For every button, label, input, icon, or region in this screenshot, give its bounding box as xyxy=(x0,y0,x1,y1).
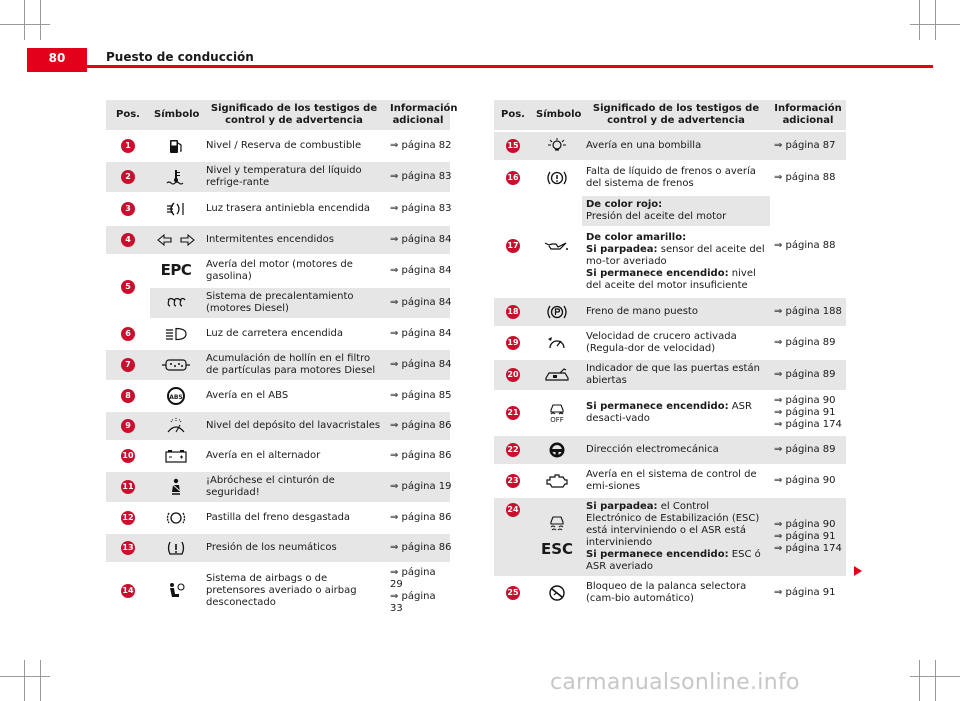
table-row xyxy=(106,225,450,255)
meaning-text: Freno de mano puesto xyxy=(582,297,770,327)
info-link[interactable]: ⇒ página 86 xyxy=(386,411,450,441)
info-link[interactable]: ⇒ página 86 xyxy=(386,441,450,471)
table-row xyxy=(494,497,846,577)
info-link[interactable]: ⇒ página 91 xyxy=(770,577,846,609)
meaning-text: Luz trasera antiniebla encendida xyxy=(202,193,386,225)
meaning-text: sensor del aceite del mo-tor averiado xyxy=(586,244,765,267)
asr-off-icon xyxy=(548,402,566,416)
column-header-symbol: Símbolo xyxy=(532,100,582,131)
cruise-control-icon xyxy=(546,335,568,351)
info-link[interactable]: ⇒ página 84 xyxy=(386,225,450,255)
position-badge: 4 xyxy=(121,233,135,247)
info-link[interactable]: ⇒ página 188 xyxy=(770,297,846,327)
coolant-temperature-icon xyxy=(166,169,186,185)
bulb-icon xyxy=(546,138,568,154)
meaning-text: Avería en el alternador xyxy=(202,441,386,471)
info-link[interactable]: ⇒ página 86 xyxy=(386,503,450,533)
info-link[interactable]: ⇒ página 89 xyxy=(770,327,846,359)
column-header-info: Información adicional xyxy=(770,100,846,131)
turn-signals-icon xyxy=(156,233,196,247)
meaning-text: Avería del motor (motores de gasolina) xyxy=(202,255,386,287)
info-link[interactable]: ⇒ página 84 xyxy=(386,319,450,349)
position-badge: 13 xyxy=(121,541,135,555)
position-badge: 14 xyxy=(121,584,135,598)
info-link[interactable]: ⇒ página 90 ⇒ página 91 ⇒ página 174 xyxy=(770,391,846,435)
table-row xyxy=(106,503,450,533)
meaning-text: ASR desacti-vado xyxy=(586,401,752,424)
column-header-pos: Pos. xyxy=(106,100,150,131)
info-link[interactable]: ⇒ página 19 xyxy=(386,471,450,503)
position-badge: 6 xyxy=(121,327,135,341)
info-link[interactable]: ⇒ página 90 ⇒ página 91 ⇒ página 174 xyxy=(770,497,846,577)
fuel-pump-icon xyxy=(169,138,183,154)
column-header-symbol: Símbolo xyxy=(150,100,202,131)
parking-brake-icon xyxy=(546,304,568,320)
table-row xyxy=(106,255,450,287)
meaning-text: Falta de líquido de frenos o avería del sistema de frenos xyxy=(582,161,770,195)
table-row xyxy=(494,359,846,391)
seatbelt-icon xyxy=(168,478,184,496)
position-badge: 8 xyxy=(121,389,135,403)
table-row xyxy=(106,193,450,225)
crop-mark xyxy=(40,660,41,701)
table-row xyxy=(494,435,846,465)
crop-mark xyxy=(935,0,936,40)
table-row xyxy=(106,563,450,619)
oil-pressure-icon xyxy=(544,240,570,252)
emission-control-icon xyxy=(545,473,569,489)
crop-mark xyxy=(0,24,50,25)
info-link[interactable]: ⇒ página 86 xyxy=(386,533,450,563)
column-header-meaning: Significado de los testigos de control y de advertencia xyxy=(582,100,770,131)
position-badge: 18 xyxy=(506,305,520,319)
crop-mark xyxy=(0,676,50,677)
airbag-icon xyxy=(166,582,186,600)
yellow-condition-label: De color amarillo: xyxy=(586,232,687,243)
column-header-info: Información adicional xyxy=(386,100,450,131)
watermark: carmanualsonline.info xyxy=(550,670,800,695)
meaning-text: Intermitentes encendidos xyxy=(202,225,386,255)
table-row xyxy=(494,391,846,435)
page-number: 80 xyxy=(48,51,66,65)
meaning-text: Avería en una bombilla xyxy=(582,131,770,161)
section-title: Puesto de conducción xyxy=(106,50,254,64)
table-row xyxy=(494,161,846,195)
particulate-filter-icon xyxy=(161,358,191,372)
battery-icon xyxy=(165,449,187,463)
table-row xyxy=(106,533,450,563)
position-badge: 10 xyxy=(121,449,135,463)
table-header-row xyxy=(106,100,450,131)
meaning-text: Acumulación de hollín en el filtro de partículas para motores Diesel xyxy=(202,349,386,381)
info-link[interactable]: ⇒ página 82 xyxy=(386,131,450,161)
meaning-text: Presión de los neumáticos xyxy=(202,533,386,563)
position-badge: 12 xyxy=(121,511,135,525)
position-badge: 24 xyxy=(506,503,520,517)
rear-fog-light-icon xyxy=(166,201,186,217)
table-row xyxy=(494,327,846,359)
position-badge: 1 xyxy=(121,139,135,153)
position-badge: 11 xyxy=(121,480,135,494)
table-row xyxy=(106,131,450,161)
position-badge: 2 xyxy=(121,170,135,184)
meaning-text: nivel del aceite del motor insuficiente xyxy=(586,268,756,291)
esc-icon xyxy=(548,515,566,531)
column-header-pos: Pos. xyxy=(494,100,532,131)
table-header-row xyxy=(494,100,846,131)
meaning-text: Bloqueo de la palanca selectora (cam-bio automático) xyxy=(582,577,770,609)
position-badge: 23 xyxy=(506,474,520,488)
meaning-text: Dirección electromecánica xyxy=(582,435,770,465)
position-badge: 20 xyxy=(506,368,520,382)
meaning-text: Pastilla del freno desgastada xyxy=(202,503,386,533)
table-row xyxy=(494,577,846,609)
info-link[interactable]: ⇒ página 87 xyxy=(770,131,846,161)
warning-lights-table-right xyxy=(494,100,846,610)
warning-lights-table-left xyxy=(106,100,458,620)
red-condition-label: De color rojo: xyxy=(586,199,663,210)
meaning-text: ESC ó ASR averiado xyxy=(586,549,761,572)
table-row xyxy=(106,161,450,193)
door-open-icon xyxy=(544,368,570,382)
info-link[interactable]: ⇒ página 84 xyxy=(386,287,450,319)
crop-mark xyxy=(919,660,920,701)
info-link[interactable]: ⇒ página 89 xyxy=(770,359,846,391)
table-row xyxy=(106,441,450,471)
position-badge: 15 xyxy=(506,139,520,153)
table-row xyxy=(106,319,450,349)
position-badge: 17 xyxy=(506,239,520,253)
position-badge: 9 xyxy=(121,419,135,433)
brake-warning-icon xyxy=(546,170,568,186)
steering-icon xyxy=(547,441,567,459)
meaning-text: ¡Abróchese el cinturón de seguridad! xyxy=(202,471,386,503)
crop-mark xyxy=(935,660,936,701)
blink-label: Si parpadea: xyxy=(586,244,658,255)
position-badge: 5 xyxy=(121,280,135,294)
high-beam-icon xyxy=(165,327,187,341)
table-row xyxy=(106,381,450,411)
info-link[interactable]: ⇒ página 89 xyxy=(770,435,846,465)
info-link[interactable]: ⇒ página 84 xyxy=(386,255,450,287)
steady-label: Si permanece encendido: xyxy=(586,549,729,560)
position-badge: 21 xyxy=(506,406,520,420)
table-row xyxy=(494,195,846,227)
asr-off-label: OFF xyxy=(550,416,564,424)
selector-lever-icon xyxy=(547,584,567,602)
table-row xyxy=(106,411,450,441)
info-link[interactable]: ⇒ página 88 xyxy=(770,161,846,195)
tire-pressure-icon xyxy=(166,540,186,556)
meaning-text: Nivel y temperatura del líquido refrige-rante xyxy=(202,161,386,193)
glow-plug-icon xyxy=(165,296,187,310)
header-rule xyxy=(87,65,933,68)
crop-mark xyxy=(24,660,25,701)
meaning-text: Nivel / Reserva de combustible xyxy=(202,131,386,161)
meaning-text: Velocidad de crucero activada (Regula-dor de velocidad) xyxy=(582,327,770,359)
meaning-text: Sistema de airbags o de pretensores averiado o airbag desconectado xyxy=(202,563,386,619)
table-row xyxy=(106,349,450,381)
meaning-text: Avería en el sistema de control de emi-siones xyxy=(582,465,770,497)
crop-mark xyxy=(919,0,920,40)
meaning-text: Sistema de precalentamiento (motores Diesel) xyxy=(202,287,386,319)
info-link[interactable]: ⇒ página 83 xyxy=(386,193,450,225)
position-badge: 3 xyxy=(121,202,135,216)
crop-mark xyxy=(24,0,25,40)
position-badge: 22 xyxy=(506,443,520,457)
info-link[interactable]: ⇒ página 90 xyxy=(770,465,846,497)
position-badge: 25 xyxy=(506,586,520,600)
meaning-text: Nivel del depósito del lavacristales xyxy=(202,411,386,441)
blink-label: Si parpadea: xyxy=(586,501,658,512)
table-row xyxy=(106,471,450,503)
meaning-text: el Control Electrónico de Estabilización (ESC) está interviniendo o el ASR está interviniendo xyxy=(586,501,760,548)
table-row xyxy=(494,131,846,161)
continue-arrow-icon xyxy=(854,566,862,576)
table-row xyxy=(494,297,846,327)
meaning-text: Avería en el ABS xyxy=(202,381,386,411)
column-header-meaning: Significado de los testigos de control y de advertencia xyxy=(202,100,386,131)
steady-label: Si permanece encendido: xyxy=(586,401,729,412)
steady-label: Si permanece encendido: xyxy=(586,268,729,279)
position-badge: 7 xyxy=(121,358,135,372)
table-row xyxy=(494,465,846,497)
meaning-text: Presión del aceite del motor xyxy=(586,211,727,222)
meaning-text: Luz de carretera encendida xyxy=(202,319,386,349)
info-link[interactable]: ⇒ página 88 xyxy=(770,195,846,297)
position-badge: 16 xyxy=(506,171,520,185)
esc-label: ESC xyxy=(540,540,574,558)
crop-mark xyxy=(40,0,41,40)
info-link[interactable]: ⇒ página 84 xyxy=(386,349,450,381)
info-link[interactable]: ⇒ página 85 xyxy=(386,381,450,411)
info-link[interactable]: ⇒ página 83 xyxy=(386,161,450,193)
info-link[interactable]: ⇒ página 29 ⇒ página 33 xyxy=(386,563,450,619)
position-badge: 19 xyxy=(506,336,520,350)
table-row xyxy=(106,287,450,319)
epc-icon: EPC xyxy=(160,260,192,279)
meaning-text: Indicador de que las puertas están abiertas xyxy=(582,359,770,391)
washer-fluid-icon xyxy=(166,418,186,434)
abs-icon: ABS xyxy=(167,387,185,405)
brake-pad-icon xyxy=(166,510,186,526)
